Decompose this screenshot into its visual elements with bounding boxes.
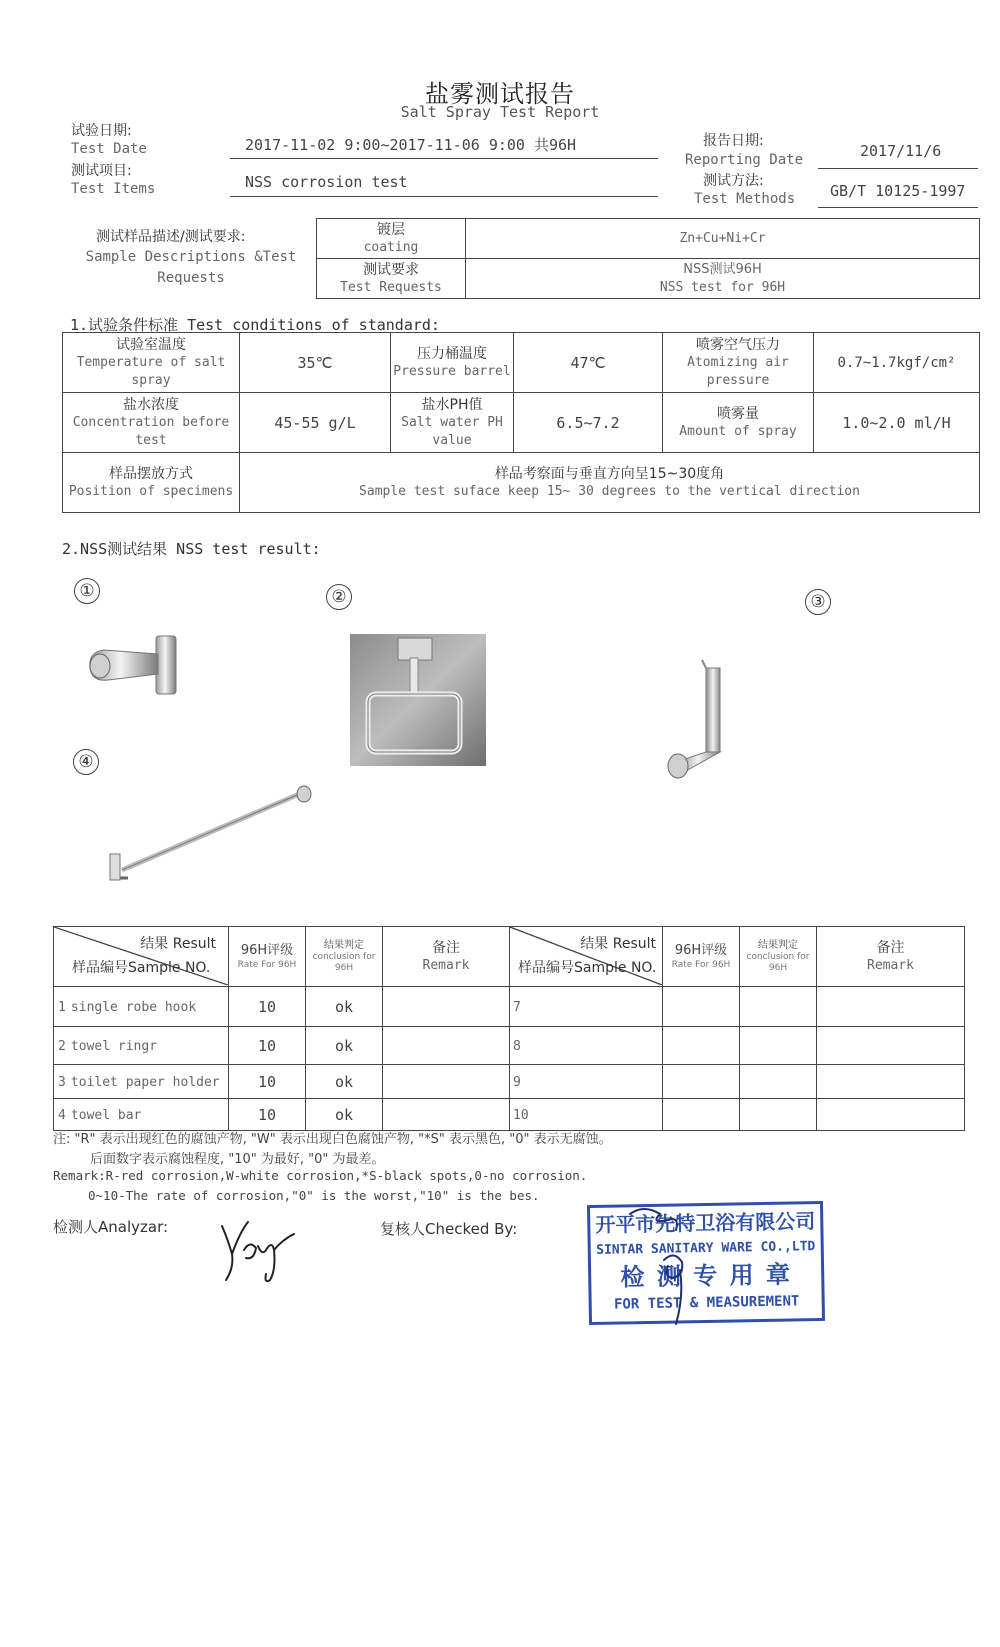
cond-ph-label-en: Salt water PH value	[401, 414, 503, 448]
table-row: 3 toilet paper holder 10 ok 9	[54, 1065, 965, 1099]
test-items-label-en: Test Items	[71, 181, 156, 197]
photo-label-4: ④	[73, 749, 99, 775]
photo-label-2: ②	[326, 584, 352, 610]
robe-hook-photo	[80, 628, 192, 700]
cond-position-label-en: Position of specimens	[68, 483, 234, 499]
method-label-cn: 测试方法:	[703, 173, 764, 189]
sample-label-cn: 测试样品描述/测试要求:	[96, 229, 246, 245]
test-date-label-en: Test Date	[71, 141, 147, 157]
cond-position-value-cn: 样品考察面与垂直方向呈15~30度角	[494, 465, 725, 482]
photo-label-1: ①	[74, 578, 100, 604]
coating-value: Zn+Cu+Ni+Cr	[679, 230, 766, 246]
cond-temp-label-cn: 试验室温度	[116, 336, 186, 353]
results-diag-header-left: 结果 Result 样品编号Sample NO.	[54, 927, 229, 987]
coating-label-cn: 镀层	[377, 221, 405, 238]
cond-spray-label-cn: 喷雾量	[717, 405, 759, 422]
report-title-cn: 盐雾测试报告	[425, 80, 575, 108]
results-diag-header-right: 结果 Result 样品编号Sample NO.	[510, 927, 663, 987]
conditions-table	[62, 332, 980, 513]
method-label-en: Test Methods	[694, 191, 796, 207]
cond-barrel-value: 47℃	[570, 353, 606, 372]
cond-ph-value: 6.5~7.2	[556, 413, 620, 432]
table-row: 4 towel bar 10 ok 10	[54, 1099, 965, 1131]
report-date-value: 2017/11/6	[860, 142, 942, 160]
cond-spray-label-en: Amount of spray	[679, 423, 797, 439]
report-date-label-cn: 报告日期:	[703, 133, 764, 149]
cond-barrel-label-en: Pressure barrel	[393, 363, 511, 379]
request-label-en: Test Requests	[340, 279, 442, 295]
cond-temp-value: 35℃	[297, 353, 333, 372]
test-items-label-cn: 测试项目:	[71, 163, 132, 179]
checked-label: 复核人Checked By:	[380, 1220, 518, 1238]
sample-label-en: Sample Descriptions &Test Requests	[85, 249, 297, 286]
report-title-en: Salt Spray Test Report	[400, 103, 600, 121]
table-row: 1 single robe hook 10 ok 7	[54, 987, 965, 1027]
results-heading: 2.NSS测试结果 NSS test result:	[62, 540, 321, 558]
method-value: GB/T 10125-1997	[830, 182, 966, 200]
test-items-value: NSS corrosion test	[245, 173, 408, 191]
towel-ring-photo	[350, 634, 486, 766]
stamp-line-1: 开平市先特卫浴有限公司	[595, 1209, 816, 1237]
cond-spray-value: 1.0~2.0 ml/H	[842, 413, 951, 432]
remark-header-en: Remark	[422, 957, 470, 973]
cond-air-value: 0.7~1.7kgf/cm²	[837, 354, 956, 371]
photo-label-3: ③	[805, 589, 831, 615]
checker-signature	[620, 1200, 740, 1330]
table-row: 2 towel ringr 10 ok 8	[54, 1027, 965, 1065]
coating-label-en: coating	[363, 239, 419, 255]
concl-header-en: conclusion for 96H	[312, 951, 376, 973]
report-date-label-en: Reporting Date	[685, 152, 804, 168]
stamp-line-2: SINTAR SANITARY WARE CO.,LTD	[596, 1239, 816, 1258]
stamp-line-3: 检 测 专 用 章	[620, 1260, 793, 1292]
analyzer-signature	[214, 1210, 304, 1286]
analyzer-label: 检测人Analyzar:	[53, 1218, 169, 1236]
request-value-en: NSS test for 96H	[659, 279, 786, 295]
rate-header-cn: 96H评级	[240, 943, 294, 958]
cond-position-label-cn: 样品摆放方式	[109, 465, 193, 482]
test-date-label-cn: 试验日期:	[71, 123, 132, 139]
remark-header-cn: 备注	[432, 939, 460, 956]
request-value-cn: NSS测试96H	[683, 261, 762, 277]
note-line-1: 注: "R" 表示出现红色的腐蚀产物, "W" 表示出现白色腐蚀产物, "*S" 表示黑色, "0" 表示无腐蚀。	[53, 1132, 612, 1147]
cond-air-label-en: Atomizing air pressure	[687, 354, 789, 388]
note-line-4: 0~10-The rate of corrosion,"0" is the worst,"10" is the bes.	[88, 1188, 540, 1203]
cond-ph-label-cn: 盐水PH值	[421, 396, 483, 413]
stamp-line-4: FOR TEST & MEASUREMENT	[613, 1293, 800, 1313]
rate-header-en: Rate For 96H	[237, 960, 297, 970]
cond-conc-value: 45-55 g/L	[274, 413, 356, 432]
note-line-3: Remark:R-red corrosion,W-white corrosion,*S-black spots,0-no corrosion.	[53, 1168, 588, 1183]
test-date-value: 2017-11-02 9:00~2017-11-06 9:00 共96H	[245, 136, 577, 154]
concl-header-cn: 结果判定	[324, 939, 364, 951]
cond-conc-label-en: Concentration before test	[72, 414, 230, 448]
cond-temp-label-en: Temperature of salt spray	[76, 354, 226, 388]
request-label-cn: 测试要求	[363, 261, 419, 278]
results-table: 结果 Result 样品编号Sample NO. 96H评级 Rate For 96H 结果判定 conclusion for 96H 备注 Remark 结果 Result 样品编号Sample NO. 96H评级 Rate For 96H 结果判定 conclusion for 96H 备注 Remark 1 single robe hook 10 ok 7 2 towel ringr 10 ok 8 3 toilet paper holder 10 ok 9 4 towel bar 10 ok 10	[53, 926, 965, 1131]
conditions-heading: 1.试验条件标准 Test conditions of standard:	[70, 316, 440, 334]
cond-air-label-cn: 喷雾空气压力	[696, 336, 780, 353]
cond-position-value-en: Sample test suface keep 15~ 30 degrees to the vertical direction	[359, 483, 860, 499]
cond-barrel-label-cn: 压力桶温度	[417, 345, 487, 362]
paper-holder-photo	[662, 658, 762, 784]
cond-conc-label-cn: 盐水浓度	[123, 396, 179, 413]
note-line-2: 后面数字表示腐蚀程度, "10" 为最好, "0" 为最差。	[90, 1152, 385, 1167]
sample-table	[316, 218, 980, 299]
towel-bar-photo	[108, 778, 318, 884]
